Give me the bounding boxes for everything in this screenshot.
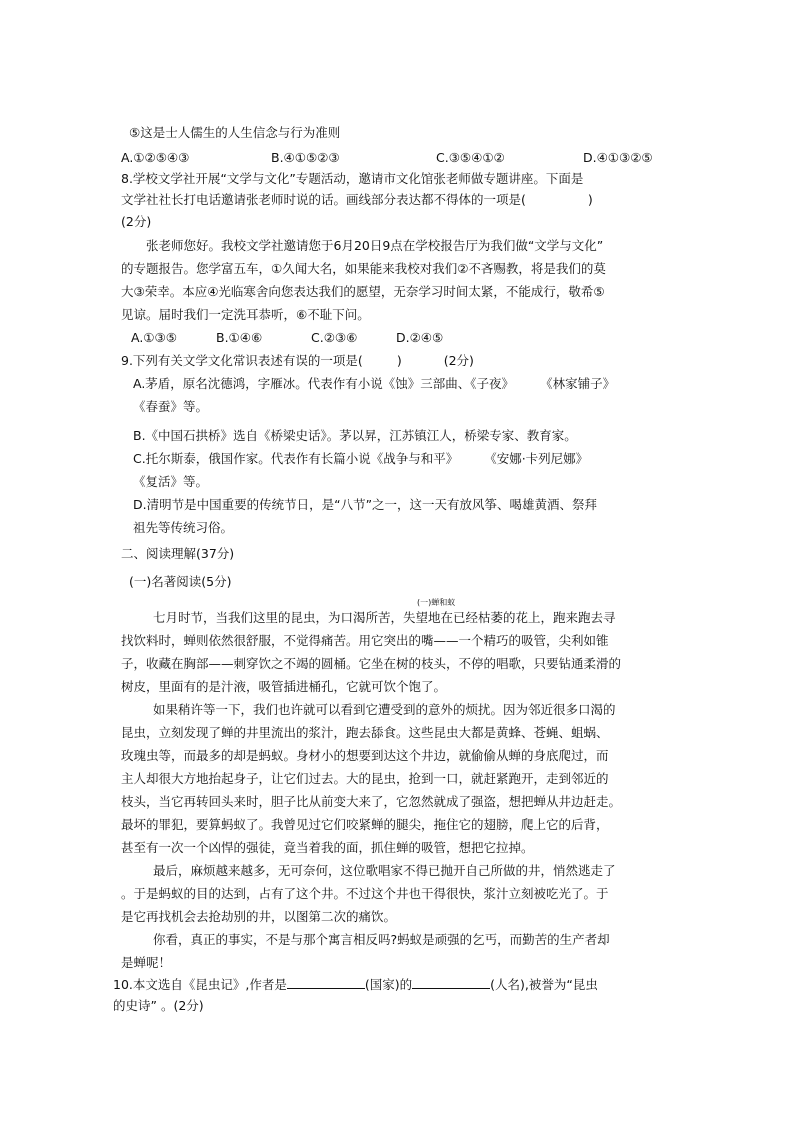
q9-stem-text: 9.下列有关文学文化常识表述有误的一项是( — [121, 353, 363, 368]
passage-p3-line1: 最后，麻烦越来越多，无可奈何，这位歌唱家不得已抛开自己所做的井，悄然逃走了 — [153, 863, 616, 878]
q9-option-a-text: A.茅盾，原名沈德鸿，字雁冰。代表作有小说《蚀》三部曲、《子夜》 — [133, 376, 515, 391]
q10-prefix: 10.本文选自《昆虫记》,作者是 — [113, 977, 287, 992]
passage-p2-line1: 如果稍许等一下，我们也许就可以看到它遭受到的意外的烦扰。因为邻近很多口渴的 — [153, 702, 616, 717]
q8-passage-line1: 张老师您好。我校文学社邀请您于6月20日9点在学校报告厅为我们做“文学与文化” — [146, 238, 604, 253]
q8-option-d: D.②④⑤ — [396, 330, 444, 345]
q10-name-blank[interactable] — [412, 976, 490, 989]
q9-option-c-line2: 《复活》等。 — [133, 474, 209, 489]
q9-option-d-line2: 祖先等传统习俗。 — [133, 520, 234, 535]
q8-stem-line2 — [121, 192, 593, 208]
passage-title: (一)蝉和蚁 — [417, 598, 456, 607]
q10-country-blank[interactable] — [287, 976, 365, 989]
q8-stem-paren: ) — [587, 192, 593, 207]
passage-p2-line6: 最坏的罪犯，要算蚂蚁了。我曾见过它们咬紧蝉的腿尖，拖住它的翅膀，爬上它的后背， — [121, 817, 609, 832]
q8-stem-text: 文学社社长打电话邀请张老师时说的话。画线部分表达都不得体的一项是( — [121, 192, 526, 207]
passage-p2-line5: 枝头，当它再转回头来时，胆子比从前变大来了，它忽然就成了强盗，想把蝉从井边赶走。 — [121, 794, 622, 809]
q9-option-c-work: 《安娜·卡列尼娜》 — [484, 451, 589, 466]
q7-option-b: B.④①⑤②③ — [271, 150, 340, 165]
q9-option-d-line1: D.清明节是中国重要的传统节日，是“八节”之一，这一天有放风筝、喝雄黄酒、祭拜 — [133, 497, 598, 512]
q9-option-a-line2: 《春蚕》等。 — [133, 399, 209, 414]
q8-score: (2分) — [121, 214, 152, 229]
passage-p4-line1: 你看，真正的事实，不是与那个寓言相反吗?蚂蚁是顽强的乞丐，而勤苦的生产者却 — [153, 932, 610, 947]
q7-option-a: A.①②⑤④③ — [121, 150, 190, 165]
q7-option-d: D.④①③②⑤ — [583, 150, 653, 165]
passage-p1-line3: 子，收藏在胸部——刺穿饮之不竭的圆桶。它坐在树的枝头，不停的唱歌，只要钻通柔滑的 — [121, 656, 622, 671]
passage-p3-line3: 是它再找机会去抢劫别的井，以图第二次的痛饮。 — [121, 909, 397, 924]
passage-p1-line1: 七月时节，当我们这里的昆虫，为口渴所苦，失望地在已经枯萎的花上，跑来跑去寻 — [153, 610, 616, 625]
q8-passage-line3: 大③荣幸。本应④光临寒舍向您表达我们的愿望，无奈学习时间太紧，不能成行，敬希⑤ — [121, 284, 605, 299]
q9-option-c-text: C.托尔斯泰，俄国作家。代表作有长篇小说《战争与和平》 — [133, 451, 459, 466]
q9-stem-paren: ) — [396, 353, 402, 368]
q10-mid: (国家)的 — [364, 977, 413, 992]
passage-p2-line3: 玫瑰虫等，而最多的却是蚂蚁。身材小的想要到达这个井边，就偷偷从蝉的身底爬过，而 — [121, 748, 609, 763]
q10-line1 — [113, 976, 598, 993]
q9-score: (2分) — [443, 353, 474, 368]
q10-line2: 的史诗” 。(2分) — [113, 998, 204, 1013]
passage-p2-line7: 甚至有一次一个凶悍的强徒，竟当着我的面，抓住蝉的吸管，想把它拉掉。 — [121, 840, 534, 855]
q7-item5: ⑤这是士人儒生的人生信念与行为准则 — [129, 125, 341, 140]
passage-p1-line4: 树皮，里面有的是汁液，吸管插进桶孔，它就可饮个饱了。 — [121, 679, 447, 694]
q9-stem — [121, 353, 474, 369]
q8-option-a: A.①③⑤ — [131, 330, 177, 345]
passage-p4-line2: 是蝉呢！ — [121, 955, 172, 970]
q9-option-b: B.《中国石拱桥》选自《桥梁史话》。茅以昇，江苏镇江人，桥梁专家、教育家。 — [133, 428, 577, 443]
q8-stem-line1: 8.学校文学社开展“文学与文化”专题活动，邀请市文化馆张老师做专题讲座。下面是 — [121, 171, 584, 186]
q9-option-a-work: 《林家铺子》 — [540, 376, 616, 391]
q9-option-c-line1 — [133, 451, 588, 467]
q8-passage-line4: 见谅。届时我们一定洗耳恭听，⑥不耻下问。 — [121, 307, 370, 322]
q8-option-c: C.②③⑥ — [311, 330, 358, 345]
section-title: 二、阅读理解(37分) — [121, 546, 235, 561]
subsection-title: (一)名著阅读(5分) — [129, 574, 232, 589]
passage-p2-line2: 昆虫，立刻发现了蝉的井里流出的浆汁，跑去舔食。这些昆虫大都是黄蜂、苍蝇、蛆蜗、 — [121, 725, 609, 740]
passage-p1-line2: 找饮料时，蝉则依然很舒服，不觉得痛苦。用它突出的嘴——一个精巧的吸管，尖利如锥 — [121, 633, 609, 648]
q10-suffix: (人名),被誉为“昆虫 — [490, 977, 598, 992]
q8-passage-line2: 的专题报告。您学富五车，①久闻大名，如果能来我校对我们②不吝赐教，将是我们的莫 — [121, 261, 606, 276]
q8-option-b: B.①④⑥ — [216, 330, 263, 345]
passage-p2-line4: 主人却很大方地抬起身子，让它们过去。大的昆虫，抢到一口，就赶紧跑开，走到邻近的 — [121, 771, 609, 786]
q7-option-c: C.③⑤④①② — [436, 150, 505, 165]
passage-p3-line2: 。于是蚂蚁的目的达到，占有了这个井。不过这个井也干得很快，浆汁立刻被吃光了。于 — [121, 886, 609, 901]
q9-option-a-line1 — [133, 376, 615, 392]
